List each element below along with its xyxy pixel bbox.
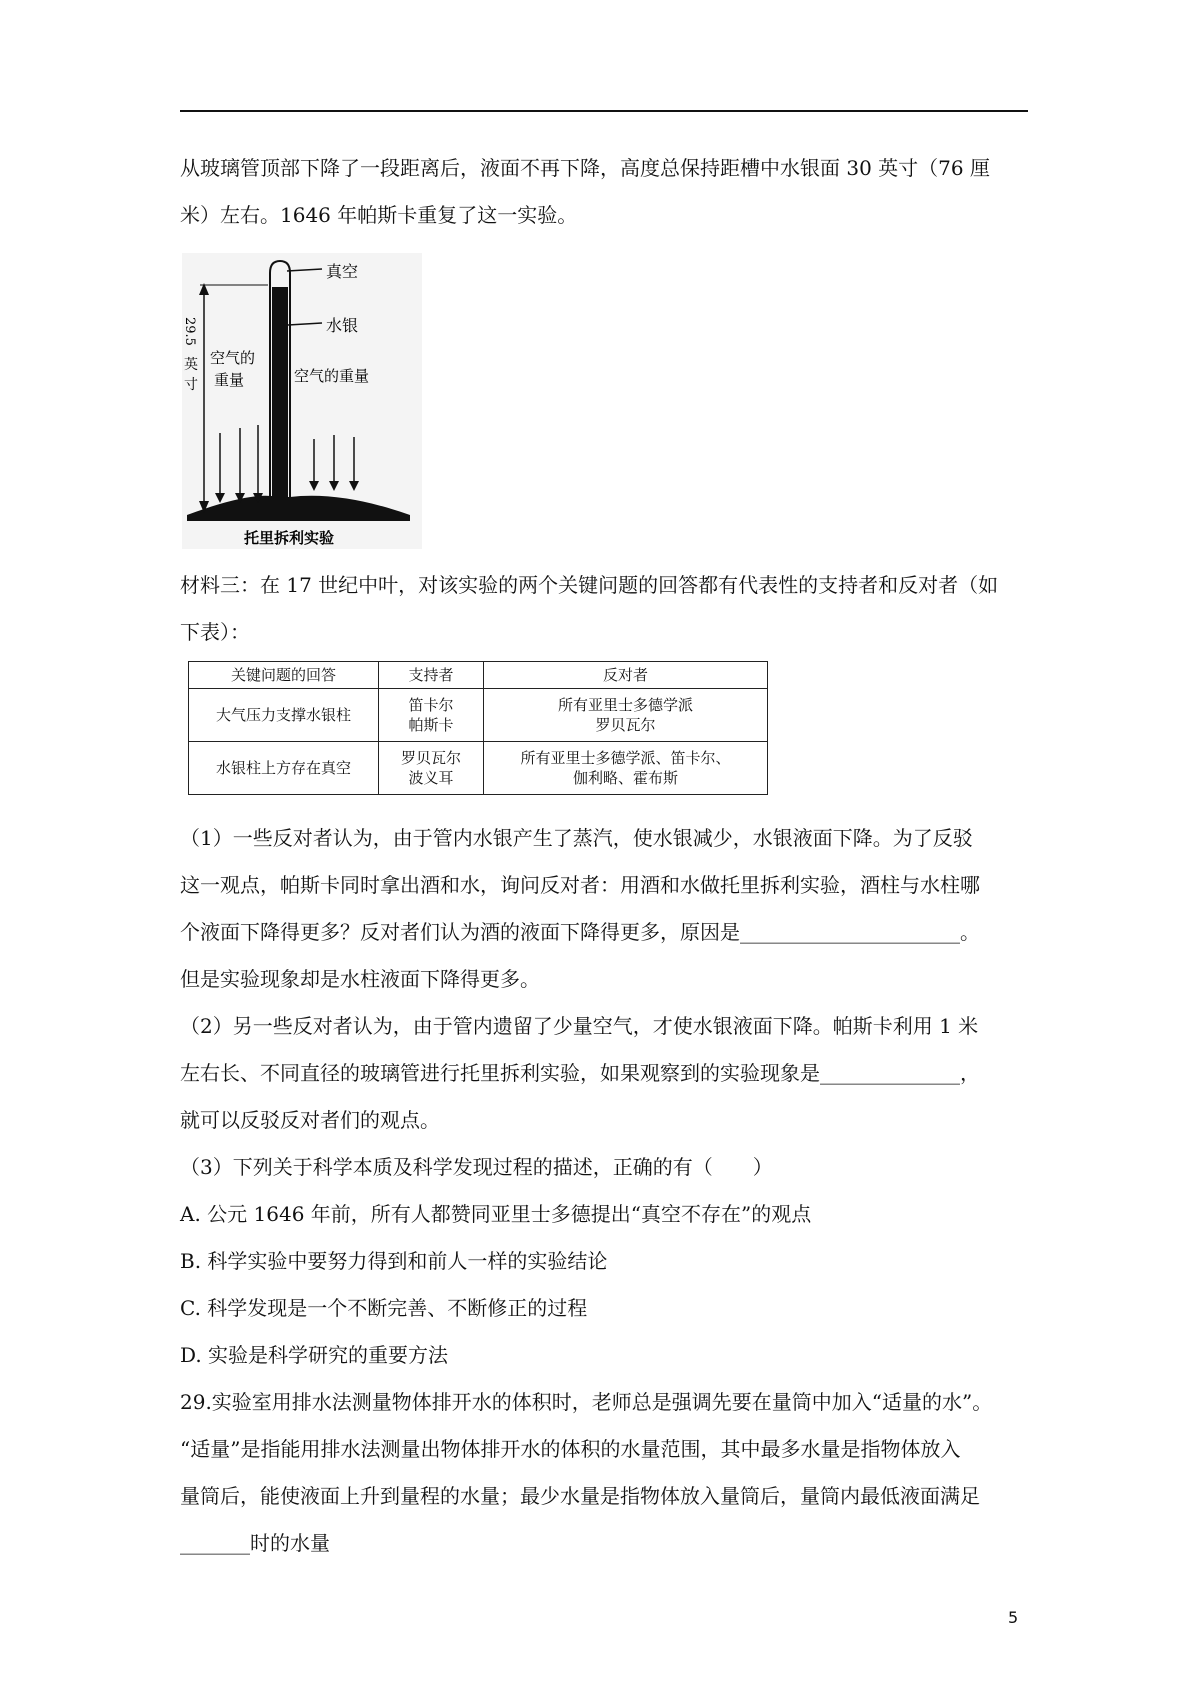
- q1-line: （1）一些反对者认为，由于管内水银产生了蒸汽，使水银减少，水银液面下降。为了反驳: [180, 826, 973, 850]
- label-mercury: 水银: [326, 316, 359, 335]
- q1-line: 个液面下降得更多？反对者们认为酒的液面下降得更多，原因是______________________。: [180, 920, 980, 944]
- intro-line: 从玻璃管顶部下降了一段距离后，液面不再下降，高度总保持距槽中水银面 30 英寸（76 厘: [180, 156, 990, 180]
- q29-line: 29.实验室用排水法测量物体排开水的体积时，老师总是强调先要在量筒中加入“适量的水”。: [180, 1390, 993, 1414]
- label-height-unit-1: 英: [184, 357, 198, 373]
- supporters-cell: [379, 689, 484, 742]
- q1-line: 但是实验现象却是水柱液面下降得更多。: [180, 967, 540, 991]
- material3-line: 下表）：: [180, 620, 250, 644]
- opponent-text: 伽利略、霍布斯: [572, 769, 678, 788]
- opinion-table: [188, 661, 768, 795]
- question-3: [180, 1144, 1028, 1379]
- page-number: 5: [1008, 1608, 1019, 1627]
- q3-stem: （3）下列关于科学本质及科学发现过程的描述，正确的有（ ）: [180, 1155, 773, 1179]
- label-vacuum: 真空: [326, 262, 359, 281]
- question-2: [180, 1003, 1028, 1144]
- opponents-cell: [484, 742, 768, 795]
- question-29: [180, 1379, 1028, 1567]
- opponents-cell: [484, 689, 768, 742]
- intro-line: 米）左右。1646 年帕斯卡重复了这一实验。: [180, 203, 578, 227]
- header-cell: 关键问题的回答: [189, 662, 379, 689]
- label-air-right: 空气的重量: [294, 367, 370, 385]
- answer-cell: 大气压力支撑水银柱: [189, 689, 379, 742]
- supporters-cell: [379, 742, 484, 795]
- supporter-name: 帕斯卡: [408, 716, 454, 735]
- label-height-unit-2: 寸: [184, 377, 198, 393]
- supporter-name: 笛卡尔: [408, 696, 454, 715]
- figure-caption: 托里拆利实验: [244, 529, 335, 547]
- torricelli-diagram: [182, 253, 422, 549]
- header-rule: [180, 110, 1028, 112]
- q3-option-d: D. 实验是科学研究的重要方法: [180, 1343, 449, 1367]
- label-air-left-2: 重量: [214, 371, 245, 389]
- table-row: [189, 689, 768, 742]
- opponent-text: 罗贝瓦尔: [595, 716, 656, 735]
- opinion-table-wrapper: [188, 661, 768, 795]
- intro-paragraph: [180, 145, 1028, 239]
- supporter-name: 波义耳: [408, 769, 454, 788]
- q2-line: （2）另一些反对者认为，由于管内遗留了少量空气，才使水银液面下降。帕斯卡利用 1 米: [180, 1014, 979, 1038]
- opponent-text: 所有亚里士多德学派: [557, 696, 693, 715]
- q3-option-b: B. 科学实验中要努力得到和前人一样的实验结论: [180, 1249, 608, 1273]
- table-header-row: [189, 662, 768, 689]
- q1-line: 这一观点，帕斯卡同时拿出酒和水，询问反对者：用酒和水做托里拆利实验，酒柱与水柱哪: [180, 873, 980, 897]
- torricelli-figure: [182, 253, 422, 549]
- header-cell: 支持者: [379, 662, 484, 689]
- q29-line: “适量”是指能用排水法测量出物体排开水的体积的水量范围，其中最多水量是指物体放入: [180, 1437, 961, 1461]
- answer-cell: 水银柱上方存在真空: [189, 742, 379, 795]
- q2-line: 左右长、不同直径的玻璃管进行托里拆利实验，如果观察到的实验现象是______________，: [180, 1061, 980, 1085]
- label-air-left-1: 空气的: [210, 349, 256, 367]
- question-1: [180, 815, 1028, 1003]
- q29-line: 量筒后，能使液面上升到量程的水量；最少水量是指物体放入量筒后，量筒内最低液面满足: [180, 1484, 980, 1508]
- supporter-name: 罗贝瓦尔: [400, 749, 461, 768]
- q2-line: 就可以反驳反对者们的观点。: [180, 1108, 440, 1132]
- material3-paragraph: [180, 562, 1028, 656]
- q29-line: _______时的水量: [180, 1531, 330, 1555]
- table-row: [189, 742, 768, 795]
- label-height-num: 29.5: [182, 317, 197, 346]
- material3-line: 材料三：在 17 世纪中叶，对该实验的两个关键问题的回答都有代表性的支持者和反对者（如: [180, 573, 999, 597]
- opponent-text: 所有亚里士多德学派、笛卡尔、: [520, 749, 731, 768]
- header-cell: 反对者: [484, 662, 768, 689]
- q3-option-c: C. 科学发现是一个不断完善、不断修正的过程: [180, 1296, 588, 1320]
- q3-option-a: A. 公元 1646 年前，所有人都赞同亚里士多德提出“真空不存在”的观点: [180, 1202, 812, 1226]
